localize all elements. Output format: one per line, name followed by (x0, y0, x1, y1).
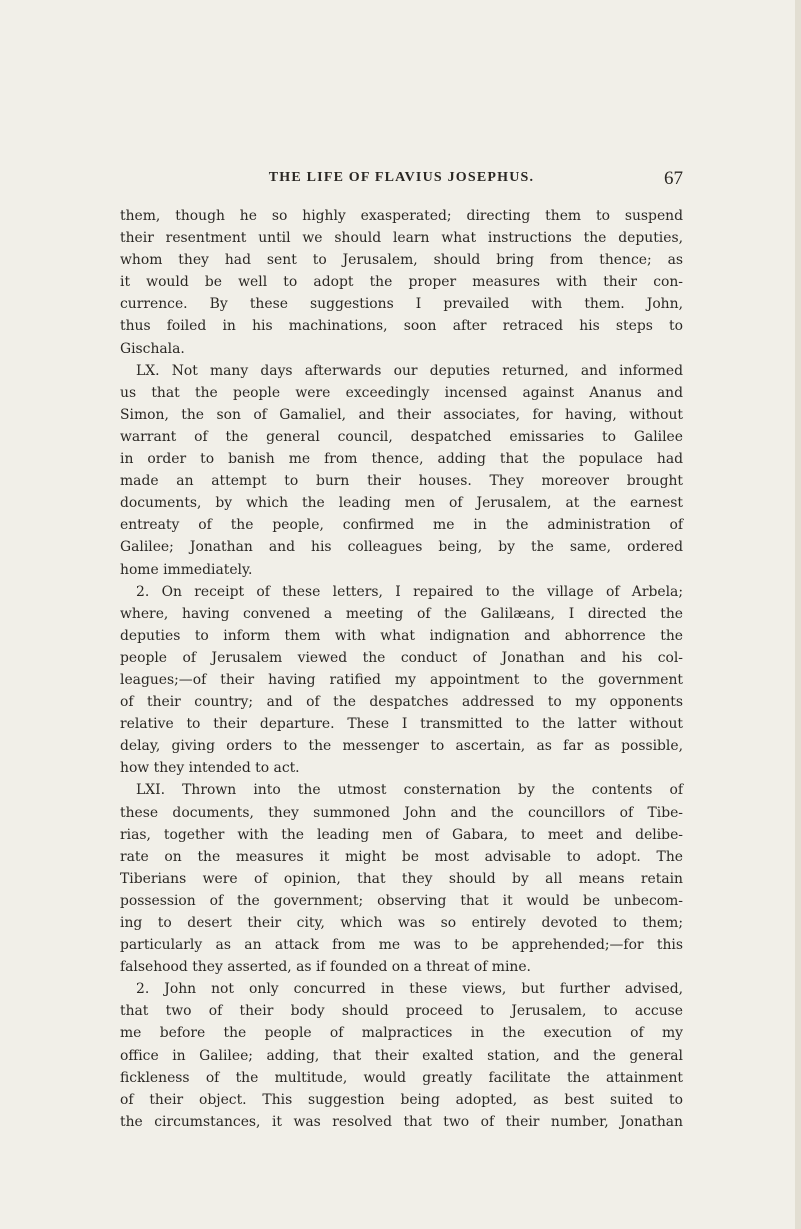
text-line: Gischala. (120, 340, 185, 357)
text-line: possession of the government; observing that it would be unbecom- (120, 892, 683, 909)
text-line: home immediately. (120, 561, 253, 578)
text-line: particularly as an attack from me was to be apprehended;—for this (120, 937, 683, 954)
running-title: THE LIFE OF FLAVIUS JOSEPHUS. (268, 170, 535, 185)
text-line: falsehood they asserted, as if founded on a threat of mine. (120, 959, 531, 976)
text-line: warrant of the general council, despatched emissaries to Galilee (120, 428, 683, 445)
text-line: whom they had sent to Jerusalem, should bring from thence; as (120, 252, 683, 269)
text-line: ing to desert their city, which was so entirely devoted to them; (120, 915, 683, 931)
text-line: entreaty of the people, confirmed me in the administration of (120, 517, 683, 534)
text-line: where, having convened a meeting of the Galilæans, I directed the (120, 605, 683, 622)
page-header (120, 170, 683, 194)
text-line: them, though he so highly exasperated; directing them to suspend (120, 208, 683, 224)
text-line: of their object. This suggestion being adopted, as best suited to (120, 1091, 683, 1108)
text-line: 2. John not only concurred in these views, but further advised, (136, 981, 683, 998)
text-line: in order to banish me from thence, adding that the populace had (120, 451, 683, 468)
text-line: leagues;—of their having ratified my appointment to the government (120, 671, 683, 688)
text-line: rias, together with the leading men of Gabara, to meet and delibe- (120, 826, 683, 843)
text-line: deputies to inform them with what indignation and abhorrence the (120, 627, 683, 644)
text-line: made an attempt to burn their houses. They moreover brought (120, 473, 683, 490)
text-line: the circumstances, it was resolved that two of their number, Jonathan (120, 1113, 683, 1130)
text-line: these documents, they summoned John and the councillors of Tibe- (120, 804, 683, 821)
text-line: of their country; and of the despatches addressed to my opponents (120, 694, 683, 711)
text-line: Galilee; Jonathan and his colleagues being, by the same, ordered (120, 539, 683, 556)
text-line: that two of their body should proceed to Jerusalem, to accuse (120, 1003, 683, 1020)
text-line: their resentment until we should learn what instructions the deputies, (120, 230, 683, 247)
text-line: relative to their departure. These I transmitted to the latter without (120, 716, 683, 733)
text-line: rate on the measures it might be most advisable to adopt. The (120, 848, 683, 865)
text-line: it would be well to adopt the proper measures with their con- (120, 274, 683, 291)
text-line: documents, by which the leading men of Jerusalem, at the earnest (120, 495, 683, 512)
text-line: Tiberians were of opinion, that they should by all means retain (120, 870, 683, 887)
text-line: LX. Not many days afterwards our deputies returned, and informed (136, 362, 683, 379)
text-line: me before the people of malpractices in the execution of my (120, 1025, 683, 1042)
text-line: fickleness of the multitude, would greatly facilitate the attainment (120, 1069, 683, 1086)
page-edge (795, 0, 801, 1229)
text-line: currence. By these suggestions I prevailed with them. John, (120, 296, 683, 313)
text-line: delay, giving orders to the messenger to ascertain, as far as possible, (120, 738, 683, 755)
text-line: us that the people were exceedingly incensed against Ananus and (120, 384, 683, 401)
text-line: 2. On receipt of these letters, I repaired to the village of Arbela; (136, 583, 683, 600)
text-line: how they intended to act. (120, 760, 300, 777)
text-line: office in Galilee; adding, that their exalted station, and the general (120, 1047, 683, 1064)
text-line: thus foiled in his machinations, soon after retraced his steps to (120, 318, 683, 335)
text-line: Simon, the son of Gamaliel, and their associates, for having, without (120, 406, 683, 423)
body-text (120, 205, 683, 1133)
page-number: 67 (664, 168, 683, 189)
text-line: people of Jerusalem viewed the conduct of Jonathan and his col- (120, 649, 683, 666)
text-line: LXI. Thrown into the utmost consternation by the contents of (136, 782, 683, 799)
